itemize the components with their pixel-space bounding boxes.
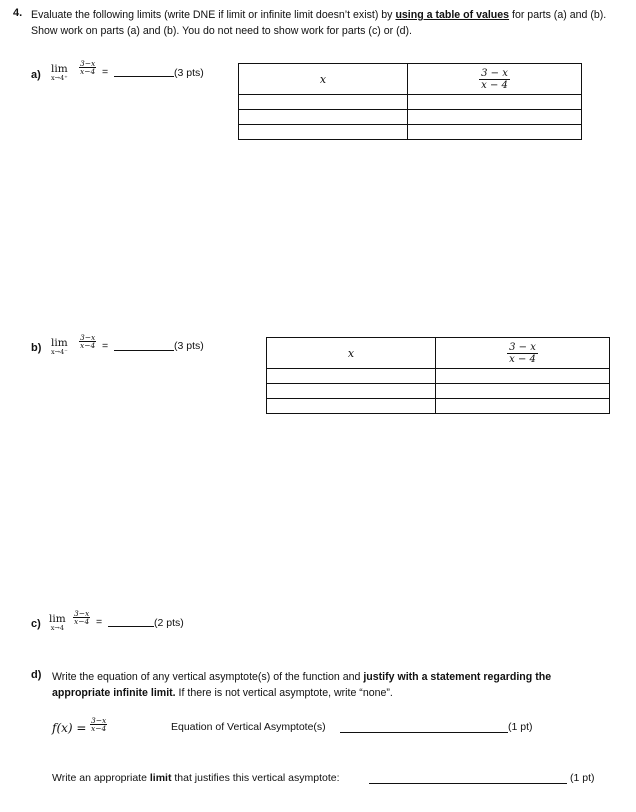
part-c-limit (49, 615, 66, 633)
part-c-lim-approach: x→4 (50, 624, 64, 632)
part-d-numerator: 3−x (91, 716, 107, 725)
part-b-denominator: x−4 (80, 341, 96, 350)
question-instructions (31, 7, 623, 39)
part-b-table-header-den: x − 4 (509, 353, 536, 365)
part-b-numerator: 3−x (80, 333, 96, 342)
part-b-table (266, 337, 610, 414)
part-a-table-header-f (408, 64, 582, 95)
part-b-points: (3 pts) (174, 340, 204, 352)
part-c-denominator: x−4 (74, 617, 90, 626)
table-cell[interactable] (436, 384, 610, 399)
limit-answer-blank[interactable] (369, 773, 567, 784)
table-cell[interactable] (408, 95, 582, 110)
part-c-fraction (73, 610, 90, 625)
part-a-table-header-num: 3 − x (481, 67, 508, 79)
part-d-text (52, 669, 612, 701)
part-b-table-header-num: 3 − x (509, 341, 536, 353)
part-d-text-pre: Write the equation of any vertical asymptote(s) of the function and (52, 671, 364, 683)
table-cell[interactable] (239, 125, 408, 140)
part-a-fraction (79, 60, 96, 75)
part-a-table (238, 63, 582, 140)
part-d-denominator: x−4 (91, 724, 107, 733)
part-b-label: b) (31, 342, 42, 354)
part-a-lim-approach: x→4⁺ (51, 74, 68, 82)
part-a-label: a) (31, 69, 41, 81)
part-b-equals: = (102, 340, 109, 352)
limit-prompt-post: that justifies this vertical asymptote: (171, 772, 340, 784)
instructions-pre: Evaluate the following limits (write DNE if limit or infinite limit doesn’t exist) by (31, 9, 396, 21)
function-label: f(x) = (52, 721, 87, 735)
table-cell[interactable] (267, 369, 436, 384)
part-c-points: (2 pts) (154, 617, 184, 629)
part-d-fraction (90, 717, 107, 732)
instructions-post: for parts (a) and (b). Show work on parts (a) and (b). You do not need to show work for parts (c) or (d). (31, 9, 607, 37)
part-b-table-header-x: x (267, 338, 436, 369)
part-d-label: d) (31, 669, 42, 681)
asymptote-points: (1 pt) (508, 721, 533, 733)
part-a-limit (51, 65, 68, 83)
table-cell[interactable] (408, 110, 582, 125)
part-d-text-bold: justify with a statement regarding the appropriate infinite limit. (52, 671, 552, 699)
part-c-label: c) (31, 618, 41, 630)
part-a-table-header-x: x (239, 64, 408, 95)
asymptote-answer-blank[interactable] (340, 722, 508, 733)
part-c-lim-word: lim (49, 613, 66, 625)
part-b-answer-blank[interactable] (114, 341, 174, 351)
part-a-lim-word: lim (51, 63, 68, 75)
part-a-answer-blank[interactable] (114, 67, 174, 77)
table-cell[interactable] (267, 399, 436, 414)
part-d-text-post: If there is not vertical asymptote, write “none”. (175, 687, 393, 699)
part-c-answer-blank[interactable] (108, 617, 154, 627)
limit-prompt (52, 772, 340, 784)
part-a-equals: = (102, 66, 109, 78)
part-b-fraction (79, 334, 96, 349)
part-a-denominator: x−4 (80, 67, 96, 76)
asymptote-label: Equation of Vertical Asymptote(s) (171, 721, 326, 733)
limit-prompt-bold: limit (149, 772, 172, 784)
table-cell[interactable] (239, 95, 408, 110)
part-a-numerator: 3−x (80, 59, 96, 68)
part-c-equals: = (96, 616, 103, 628)
part-a-table-header-den: x − 4 (481, 79, 508, 91)
table-cell[interactable] (267, 384, 436, 399)
limit-points: (1 pt) (570, 772, 595, 784)
table-cell[interactable] (408, 125, 582, 140)
question-number: 4. (13, 7, 23, 19)
part-b-table-header-f (436, 338, 610, 369)
part-b-lim-approach: x→4⁻ (51, 348, 68, 356)
part-b-lim-word: lim (51, 337, 68, 349)
table-cell[interactable] (436, 369, 610, 384)
part-c-numerator: 3−x (74, 609, 90, 618)
table-cell[interactable] (436, 399, 610, 414)
part-a-points: (3 pts) (174, 67, 204, 79)
table-cell[interactable] (239, 110, 408, 125)
part-b-limit (51, 339, 68, 357)
limit-prompt-pre: Write an appropriate (52, 772, 150, 784)
instructions-emphasis: using a table of values (395, 9, 510, 21)
